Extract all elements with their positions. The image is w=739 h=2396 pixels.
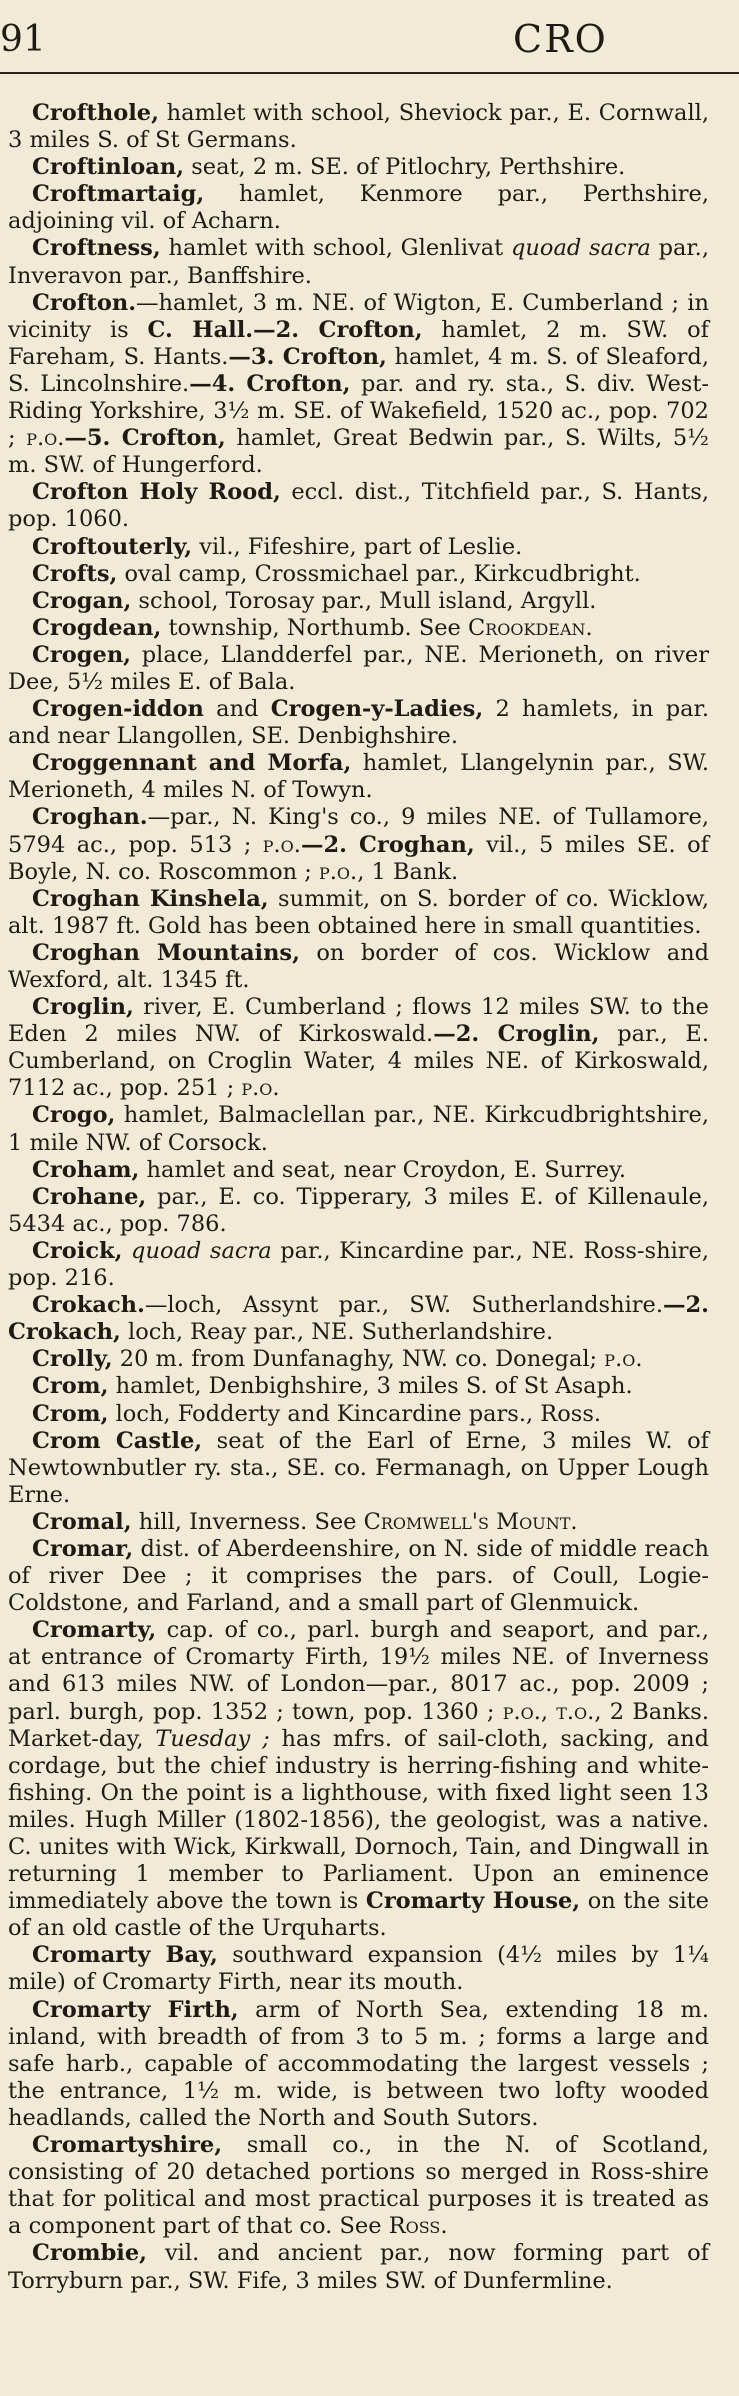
headword: Crolly,: [32, 1346, 113, 1373]
entry-text: has mfrs. of sail-cloth, sacking, and cordage, but the chief industry is herring-fishing and white-fishing. On the point is a lighthouse, with fixed light seen 13 miles. Hugh Miller (1802-1856), the geologist, was a native. C. unites with Wick, Kirkwall, Dornoch, Tain, and Dingwall in returning 1 member to Parliament. Upon an eminence immediately above the town is: [8, 1725, 709, 1915]
entry-text: —par., N. King's co., 9 miles NE. of Tullamore, 5794 ac., pop. 513 ;: [8, 804, 709, 858]
entry-text: hamlet, Balmaclellan par., NE. Kirkcudbrightshire, 1 mile NW. of Corsock.: [8, 1102, 709, 1156]
headword: C. Hall.: [147, 316, 254, 343]
entry-text: [122, 1238, 131, 1264]
headword: Croftmartaig,: [32, 181, 205, 208]
entry-text: par., E. Cumberland, on Croglin Water, 4 miles NE. of Kirkoswald, 7112 ac., pop. 251 ;: [8, 1021, 709, 1102]
entry-text: on the site of an old castle of the Urquharts.: [8, 1888, 709, 1942]
entry-text: summit, on S. border of co. Wicklow, alt. 1987 ft. Gold has been obtained here in small quantities.: [8, 885, 709, 939]
entry-text: —loch, Assynt par., SW. Sutherlandshire.: [144, 1292, 663, 1319]
gazetteer-entry: [8, 1942, 709, 1996]
gazetteer-entry: [8, 534, 709, 561]
entry-text: vil., 5 miles SE. of Boyle, N. co. Roscommon ;: [8, 831, 710, 885]
headword: Crofts,: [32, 560, 118, 587]
headword: —2. Crokach,: [8, 1292, 709, 1346]
gazetteer-entry: [8, 1184, 709, 1238]
headword: Croghan Kinshela,: [32, 885, 269, 912]
page-number: 91: [0, 19, 46, 60]
entry-text: and: [203, 696, 271, 723]
gazetteer-entry: [8, 696, 709, 750]
gazetteer-entry: [8, 1428, 709, 1509]
entry-text: township, Northumb. See: [161, 614, 469, 641]
headword: Crogen,: [32, 641, 132, 668]
headword: Crom,: [32, 1400, 109, 1427]
gazetteer-entry: [8, 290, 709, 480]
gazetteer-entry: [8, 1997, 709, 2132]
headword: Cromarty,: [32, 1617, 157, 1644]
entry-text: loch, Fodderty and Kincardine pars., Ross.: [108, 1400, 602, 1427]
headword: —4. Crofton,: [189, 370, 351, 397]
headword: Croham,: [32, 1156, 140, 1183]
entry-text: oval camp, Crossmichael par., Kirkcudbright.: [117, 560, 641, 587]
italic-text: Tuesday ;: [155, 1725, 270, 1752]
gazetteer-entry: [8, 1536, 709, 1617]
entry-text: par., E. co. Tipperary, 3 miles E. of Killenaule, 5434 ac., pop. 786.: [8, 1183, 709, 1237]
gazetteer-entry: [8, 1509, 709, 1536]
headword: Crofton.: [32, 289, 137, 316]
entry-text: hamlet with school, Glenlivat: [160, 235, 512, 262]
italic-text: quoad sacra: [511, 235, 651, 262]
headword: Cromal,: [32, 1508, 132, 1535]
headword: Croftinloan,: [32, 154, 185, 181]
headword: Crogdean,: [32, 614, 162, 641]
gazetteer-entry: [8, 1238, 709, 1292]
headword: Crogan,: [32, 587, 132, 614]
small-caps-text: Ross.: [388, 2213, 448, 2240]
headword: Cromarty Firth,: [32, 1996, 239, 2023]
headword: Crokach.: [32, 1292, 145, 1319]
entry-text: par. and ry. sta., S. div. West-Riding Yorkshire, 3½ m. SE. of Wakefield, 1520 ac., pop. 702 ;: [8, 370, 709, 452]
headword: Croftness,: [32, 235, 161, 262]
headword: Cromar,: [32, 1535, 134, 1562]
entry-text: cap. of co., parl. burgh and seaport, and par., at entrance of Cromarty Firth, 19½ miles NE. of Inverness and 613 miles NW. of London—par., 8017 ac., pop. 2009 ; parl. burgh, pop. 1352 ; town, pop. 1360 ;: [8, 1617, 709, 1725]
gazetteer-entry: [8, 479, 709, 533]
entry-text: , 2 Banks. Market-day,: [8, 1698, 710, 1752]
headword: —3. Crofton,: [228, 343, 387, 370]
gazetteer-entry: [8, 886, 709, 940]
entry-text: 2 hamlets, in par. and near Llangollen, SE. Denbighshire.: [8, 696, 709, 750]
gazetteer-entry: [8, 588, 709, 615]
entry-text: dist. of Aberdeenshire, on N. side of middle reach of river Dee ; it comprises the pars. of Coull, Logie-Coldstone, and Farland, and a small part of Glenmuick.: [8, 1535, 709, 1617]
entry-text: seat of the Earl of Erne, 3 miles W. of Newtownbutler ry. sta., SE. co. Fermanagh, on Upper Lough Erne.: [8, 1427, 709, 1508]
headword: —5. Crofton,: [64, 425, 226, 452]
gazetteer-entry: [8, 1401, 709, 1428]
gazetteer-entry: [8, 100, 709, 154]
entry-text: on border of cos. Wicklow and Wexford, alt. 1345 ft.: [8, 939, 709, 993]
entry-text: river, E. Cumberland ; flows 12 miles SW. to the Eden 2 miles NW. of Kirkoswald.: [8, 994, 709, 1048]
headword: —2. Croghan,: [300, 831, 475, 858]
guide-letters: CRO: [513, 17, 608, 61]
headword: Crombie,: [32, 2240, 148, 2267]
headword: Croghan Mountains,: [32, 939, 300, 966]
entry-text: hamlet with school, Sheviock par., E. Cornwall, 3 miles S. of St Germans.: [8, 100, 709, 154]
entry-list: [8, 100, 709, 2295]
entry-text: place, Llandderfel par., NE. Merioneth, on river Dee, 5½ miles E. of Bala.: [8, 641, 709, 695]
headword: Cromarty Bay,: [32, 1942, 218, 1969]
small-caps-text: p.o., t.o.: [502, 1698, 595, 1725]
gazetteer-entry: [8, 1373, 709, 1400]
gazetteer-entry: [8, 940, 709, 994]
entry-text: loch, Reay par., NE. Sutherlandshire.: [120, 1319, 554, 1346]
small-caps-text: Crookdean.: [468, 614, 593, 641]
small-caps-text: p.o.: [604, 1346, 643, 1373]
headword: Crofthole,: [32, 100, 159, 126]
gazetteer-entry: [8, 181, 709, 235]
entry-text: hamlet and seat, near Croydon, E. Surrey.: [139, 1156, 626, 1183]
entry-text: eccl. dist., Titchfield par., S. Hants, pop. 1060.: [8, 479, 710, 533]
small-caps-text: p.o.: [26, 425, 65, 452]
headword: Croglin,: [32, 994, 134, 1021]
gazetteer-entry: [8, 2240, 709, 2294]
entry-text: hamlet, Great Bedwin par., S. Wilts, 5½ m. SW. of Hungerford.: [8, 425, 709, 479]
headword: Croick,: [32, 1237, 123, 1264]
gazetteer-entry: [8, 615, 709, 642]
gazetteer-entry: [8, 235, 709, 289]
small-caps-text: Cromwell's Mount.: [363, 1508, 578, 1535]
entry-text: par., Kincardine par., NE. Ross-shire, pop. 216.: [8, 1237, 709, 1292]
entry-text: seat, 2 m. SE. of Pitlochry, Perthshire.: [184, 154, 626, 181]
headword: Cromarty House,: [365, 1888, 581, 1915]
headword: Crom Castle,: [32, 1427, 203, 1454]
headword: Crogo,: [32, 1102, 116, 1129]
headword: Croftouterly,: [32, 533, 193, 560]
headword: Croggennant and Morfa,: [32, 750, 352, 777]
entry-text: 20 m. from Dunfanaghy, NW. co. Donegal;: [112, 1346, 605, 1373]
entry-text: , 1 Bank.: [357, 858, 459, 885]
headword: Crohane,: [32, 1183, 147, 1210]
entry-text: hamlet, 4 m. S. of Sleaford, S. Lincolnshire.: [8, 343, 709, 397]
headword: Crogen-iddon: [32, 696, 204, 723]
gazetteer-entry: [8, 642, 709, 696]
headword: Croghan.: [32, 804, 148, 831]
gazetteer-entry: [8, 2132, 709, 2240]
gazetteer-entry: [8, 561, 709, 588]
headword: —2. Croglin,: [433, 1021, 600, 1048]
page-header: [0, 0, 739, 74]
entry-text: southward expansion (4½ miles by 1¼ mile) of Cromarty Firth, near its mouth.: [8, 1942, 709, 1996]
entry-text: hill, Inverness. See: [131, 1508, 364, 1535]
gazetteer-entry: [8, 1292, 709, 1346]
headword: Crofton Holy Rood,: [32, 479, 281, 506]
gazetteer-entry: [8, 1157, 709, 1184]
small-caps-text: p.o.: [262, 831, 301, 858]
entry-text: par., Inveravon par., Banffshire.: [8, 235, 709, 289]
entry-text: vil. and ancient par., now forming part of Torryburn par., SW. Fife, 3 miles SW. of Dunfermline.: [8, 2240, 709, 2294]
gazetteer-entry: [8, 154, 709, 181]
gazetteer-entry: [8, 994, 709, 1102]
gazetteer-entry: [8, 804, 709, 885]
gazetteer-entry: [8, 1102, 709, 1156]
entry-text: —hamlet, 3 m. NE. of Wigton, E. Cumberland ; in vicinity is: [8, 289, 709, 343]
headword: —2. Crofton,: [253, 316, 423, 343]
entry-text: vil., Fifeshire, part of Leslie.: [192, 533, 523, 560]
headword: Cromartyshire,: [32, 2132, 223, 2159]
entry-text: school, Torosay par., Mull island, Argyll.: [131, 587, 597, 614]
gazetteer-entry: [8, 1346, 709, 1373]
entry-text: hamlet, Kenmore par., Perthshire, adjoining vil. of Acharn.: [8, 181, 709, 235]
headword: Crogen-y-Ladies,: [270, 696, 484, 723]
gazetteer-entry: [8, 1617, 709, 1942]
small-caps-text: p.o.: [241, 1075, 280, 1102]
entry-text: arm of North Sea, extending 18 m. inland, with breadth of from 3 to 5 m. ; forms a large and safe harb., capable of accommodating the largest vessels ; the entrance, 1½ m. wide, is between two lofty wooded headlands, called the North and South Sutors.: [8, 1996, 709, 2131]
entry-text: hamlet, 2 m. SW. of Fareham, S. Hants.: [8, 316, 709, 370]
entry-text: hamlet, Denbighshire, 3 miles S. of St Asaph.: [108, 1373, 633, 1400]
italic-text: quoad sacra: [131, 1237, 272, 1264]
small-caps-text: p.o.: [319, 858, 358, 885]
headword: Crom,: [32, 1373, 109, 1400]
gazetteer-entry: [8, 750, 709, 804]
entry-text: hamlet, Llangelynin par., SW. Merioneth, 4 miles N. of Towyn.: [8, 750, 709, 804]
header-rule: [0, 72, 739, 74]
entry-text: small co., in the N. of Scotland, consisting of 20 detached portions so merged in Ross-shire that for political and most practical purposes it is treated as a component part of that co. See: [8, 2132, 709, 2240]
